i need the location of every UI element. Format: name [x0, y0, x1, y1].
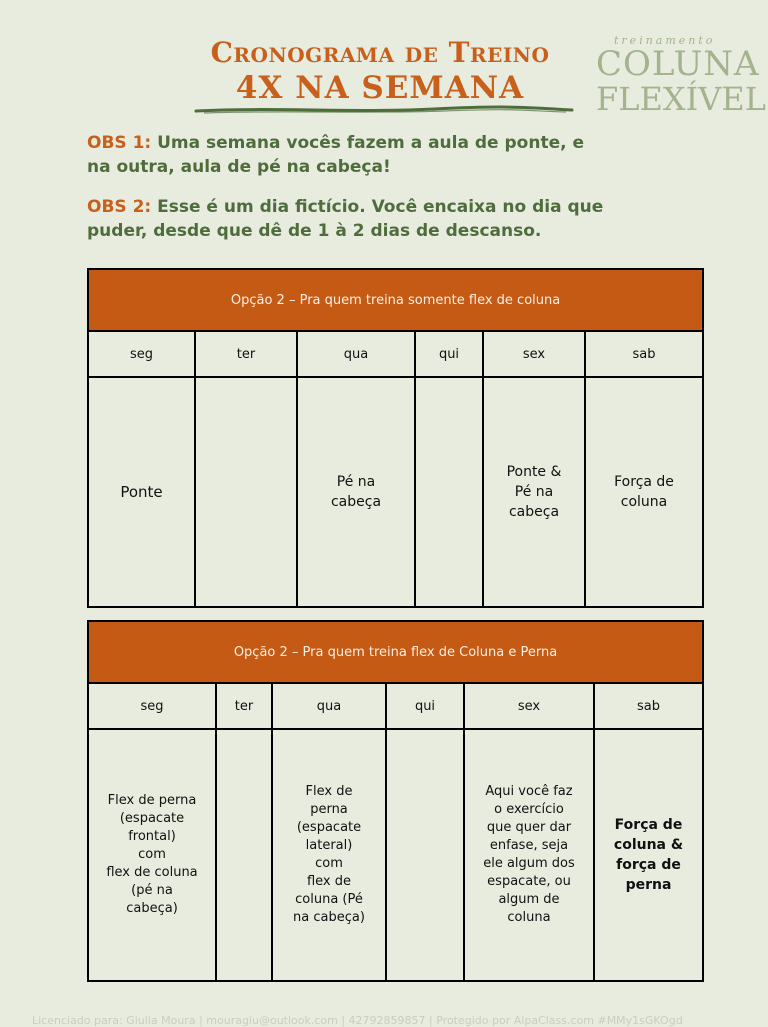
day-header: qua — [272, 683, 386, 729]
obs-note-1 — [87, 131, 607, 179]
page-title — [150, 36, 610, 106]
brush-underline — [194, 104, 574, 116]
day-header: sex — [464, 683, 594, 729]
schedule-cell — [415, 377, 483, 607]
schedule-cell — [386, 729, 464, 981]
day-header: sab — [585, 331, 703, 377]
schedule-table-2 — [87, 620, 704, 982]
license-footer: Licenciado para: Giulia Moura | mouragiu@outlook.com | 42792859857 | Protegido por AlpaClass.com #MMy1sGKOgd — [32, 1014, 683, 1027]
day-header: sab — [594, 683, 703, 729]
logo-word-2: FLEXÍVEL — [596, 80, 766, 118]
day-header: sex — [483, 331, 585, 377]
schedule-cell: Força de coluna — [585, 377, 703, 607]
obs-2-text: Esse é um dia fictício. Você encaixa no dia que puder, desde que dê de 1 à 2 dias de descanso. — [87, 197, 604, 241]
obs-1-key: OBS 1: — [87, 133, 152, 153]
table-2-title: Opção 2 – Pra quem treina flex de Coluna e Perna — [88, 621, 703, 683]
schedule-cell — [195, 377, 297, 607]
day-header: seg — [88, 331, 195, 377]
title-line-2: 4X NA SEMANA — [235, 70, 525, 106]
title-line-1: Cronograma de Treino — [210, 36, 550, 69]
table-1-title: Opção 2 – Pra quem treina somente flex de coluna — [88, 269, 703, 331]
day-header: qua — [297, 331, 415, 377]
schedule-cell: Flex de perna (espacate frontal) com flex de coluna (pé na cabeça) — [88, 729, 216, 981]
schedule-cell: Aqui você faz o exercício que quer dar enfase, seja ele algum dos espacate, ou algum de coluna — [464, 729, 594, 981]
day-header: ter — [195, 331, 297, 377]
logo-script: treinamento — [614, 34, 716, 47]
schedule-cell: Força de coluna & força de perna — [594, 729, 703, 981]
schedule-cell: Pé na cabeça — [297, 377, 415, 607]
obs-2-key: OBS 2: — [87, 197, 152, 217]
day-header: seg — [88, 683, 216, 729]
logo-word-1: COLUNA — [596, 44, 760, 84]
schedule-cell: Ponte — [88, 377, 195, 607]
obs-1-text: Uma semana vocês fazem a aula de ponte, e na outra, aula de pé na cabeça! — [87, 133, 585, 177]
schedule-cell — [216, 729, 272, 981]
logo — [594, 34, 766, 118]
schedule-cell: Flex de perna (espacate lateral) com flex de coluna (Pé na cabeça) — [272, 729, 386, 981]
day-header: qui — [415, 331, 483, 377]
schedule-table-1 — [87, 268, 704, 608]
day-header: ter — [216, 683, 272, 729]
day-header: qui — [386, 683, 464, 729]
schedule-cell: Ponte & Pé na cabeça — [483, 377, 585, 607]
obs-note-2 — [87, 195, 607, 243]
